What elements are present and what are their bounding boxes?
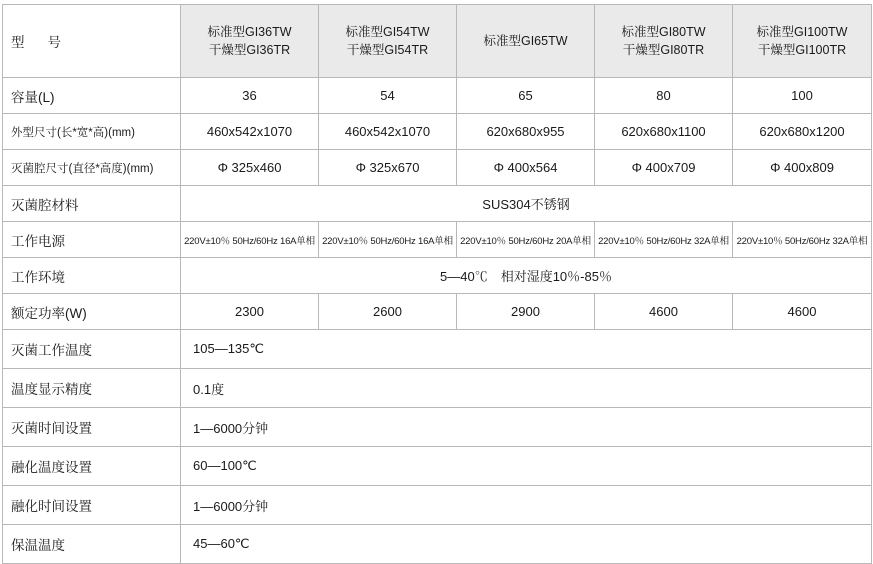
table-row <box>3 369 872 408</box>
row-label: 外型尺寸(长*宽*高)(mm) <box>3 114 181 150</box>
table-row <box>3 258 872 294</box>
row-value: 2900 <box>457 294 595 330</box>
row-label: 灭菌工作温度 <box>3 330 181 369</box>
row-value: 220V±10％ 50Hz/60Hz 16A单相 <box>181 222 319 258</box>
header-label-text: 型 号 <box>11 35 66 50</box>
row-value: 4600 <box>595 294 733 330</box>
model-name-line1: 标准型GI100TW <box>756 25 848 39</box>
row-value: 620x680x955 <box>457 114 595 150</box>
row-value-merged: 60—100℃ <box>181 447 872 486</box>
row-value: 100 <box>733 78 872 114</box>
row-label: 容量(L) <box>3 78 181 114</box>
model-name-line1: 标准型GI36TW <box>207 25 292 39</box>
table-header-row <box>3 5 872 78</box>
model-name-line1: 标准型GI54TW <box>345 25 430 39</box>
row-label: 额定功率(W) <box>3 294 181 330</box>
row-value: 2300 <box>181 294 319 330</box>
specification-table <box>2 4 872 564</box>
row-value-merged: 5—40℃ 相对湿度10％-85％ <box>181 258 872 294</box>
row-label: 工作电源 <box>3 222 181 258</box>
header-model-cell-4 <box>595 5 733 78</box>
model-name-line2: 干燥型GI36TR <box>208 43 291 57</box>
model-name-line2: 干燥型GI100TR <box>757 43 847 57</box>
row-value: Φ 400x564 <box>457 150 595 186</box>
row-value-merged: 45—60℃ <box>181 525 872 564</box>
row-value-merged: 1—6000分钟 <box>181 486 872 525</box>
table-row <box>3 408 872 447</box>
header-model-cell-2 <box>319 5 457 78</box>
header-model-cell-3 <box>457 5 595 78</box>
table-row <box>3 114 872 150</box>
row-value-merged: 0.1度 <box>181 369 872 408</box>
row-value: Φ 400x809 <box>733 150 872 186</box>
row-value: 36 <box>181 78 319 114</box>
row-label: 灭菌腔材料 <box>3 186 181 222</box>
row-label: 融化温度设置 <box>3 447 181 486</box>
table-row <box>3 150 872 186</box>
row-value: 220V±10％ 50Hz/60Hz 32A单相 <box>733 222 872 258</box>
row-label: 工作环境 <box>3 258 181 294</box>
row-value-merged: 1—6000分钟 <box>181 408 872 447</box>
header-model-cell-1 <box>181 5 319 78</box>
table-row <box>3 525 872 564</box>
row-value: 4600 <box>733 294 872 330</box>
table-row <box>3 486 872 525</box>
row-label: 保温温度 <box>3 525 181 564</box>
row-value: 220V±10％ 50Hz/60Hz 16A单相 <box>319 222 457 258</box>
model-name-line1: 标准型GI80TW <box>621 25 706 39</box>
row-value-merged: SUS304不锈钢 <box>181 186 872 222</box>
table-row <box>3 78 872 114</box>
model-name-line2: 干燥型GI54TR <box>346 43 429 57</box>
table-row <box>3 186 872 222</box>
row-value: 2600 <box>319 294 457 330</box>
row-value: 460x542x1070 <box>319 114 457 150</box>
row-value: Φ 325x670 <box>319 150 457 186</box>
row-value: 620x680x1200 <box>733 114 872 150</box>
row-value: 65 <box>457 78 595 114</box>
row-label: 融化时间设置 <box>3 486 181 525</box>
header-label-cell <box>3 5 181 78</box>
model-name-line1: 标准型GI65TW <box>483 34 568 48</box>
row-label: 灭菌时间设置 <box>3 408 181 447</box>
row-value: 220V±10％ 50Hz/60Hz 32A单相 <box>595 222 733 258</box>
model-name-line2: 干燥型GI80TR <box>622 43 705 57</box>
table-row <box>3 330 872 369</box>
row-value: 620x680x1100 <box>595 114 733 150</box>
row-label: 灭菌腔尺寸(直径*高度)(mm) <box>3 150 181 186</box>
row-value: Φ 400x709 <box>595 150 733 186</box>
table-row <box>3 447 872 486</box>
row-value: 54 <box>319 78 457 114</box>
row-value: Φ 325x460 <box>181 150 319 186</box>
row-value: 460x542x1070 <box>181 114 319 150</box>
table-row <box>3 294 872 330</box>
row-label: 温度显示精度 <box>3 369 181 408</box>
header-model-cell-5 <box>733 5 872 78</box>
table-row <box>3 222 872 258</box>
row-value: 80 <box>595 78 733 114</box>
row-value: 220V±10％ 50Hz/60Hz 20A单相 <box>457 222 595 258</box>
row-value-merged: 105—135℃ <box>181 330 872 369</box>
